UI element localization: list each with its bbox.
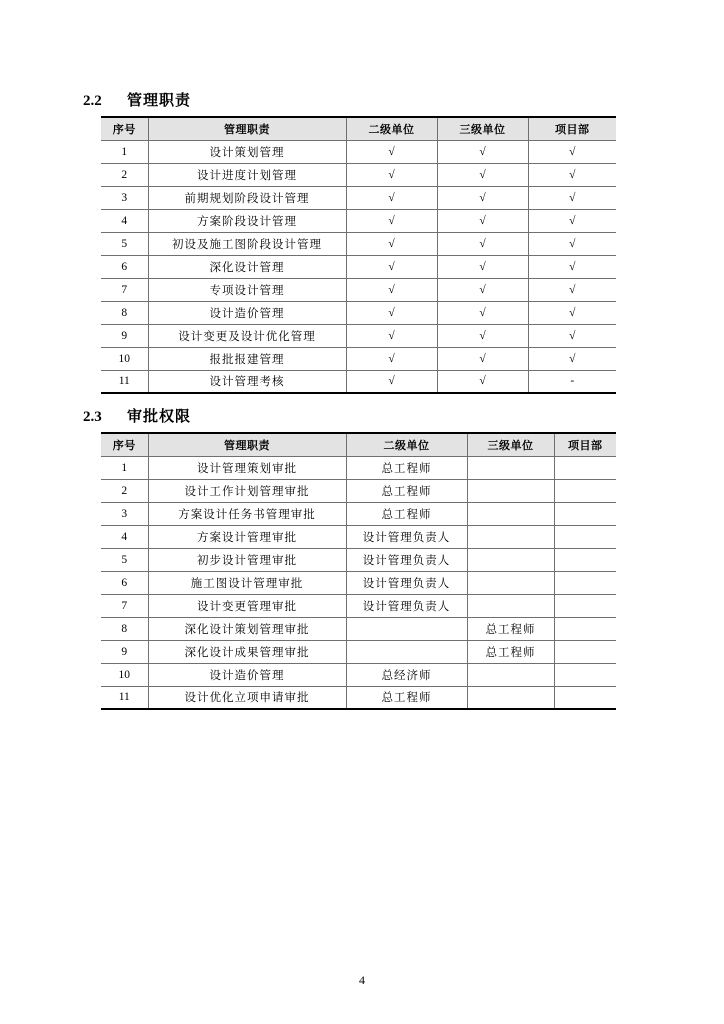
cell-level2: 总工程师 bbox=[346, 479, 467, 502]
cell-duty: 报批报建管理 bbox=[148, 347, 346, 370]
header-level3: 三级单位 bbox=[467, 433, 554, 456]
cell-duty: 设计造价管理 bbox=[148, 663, 346, 686]
cell-level3: √ bbox=[437, 347, 528, 370]
cell-project: √ bbox=[528, 186, 616, 209]
cell-index: 6 bbox=[101, 255, 148, 278]
table-header-row bbox=[101, 117, 616, 140]
cell-project bbox=[554, 617, 616, 640]
cell-level3: √ bbox=[437, 163, 528, 186]
cell-project bbox=[554, 525, 616, 548]
cell-index: 8 bbox=[101, 617, 148, 640]
cell-index: 1 bbox=[101, 456, 148, 479]
table-header-row bbox=[101, 433, 616, 456]
cell-level3 bbox=[467, 479, 554, 502]
cell-level3 bbox=[467, 502, 554, 525]
cell-level2: √ bbox=[346, 301, 437, 324]
cell-duty: 初步设计管理审批 bbox=[148, 548, 346, 571]
cell-index: 5 bbox=[101, 232, 148, 255]
cell-project: √ bbox=[528, 232, 616, 255]
table-row bbox=[101, 640, 616, 663]
cell-level3 bbox=[467, 686, 554, 709]
cell-level3 bbox=[467, 525, 554, 548]
table-row bbox=[101, 255, 616, 278]
table-row bbox=[101, 347, 616, 370]
cell-index: 8 bbox=[101, 301, 148, 324]
cell-level2: 总工程师 bbox=[346, 456, 467, 479]
table-row bbox=[101, 571, 616, 594]
cell-level3: √ bbox=[437, 232, 528, 255]
cell-project: √ bbox=[528, 163, 616, 186]
cell-duty: 方案设计任务书管理审批 bbox=[148, 502, 346, 525]
cell-level2: √ bbox=[346, 209, 437, 232]
cell-level3: √ bbox=[437, 186, 528, 209]
cell-duty: 设计变更管理审批 bbox=[148, 594, 346, 617]
cell-level2: √ bbox=[346, 163, 437, 186]
cell-level2: √ bbox=[346, 347, 437, 370]
cell-level3: √ bbox=[437, 324, 528, 347]
cell-index: 3 bbox=[101, 186, 148, 209]
cell-level2: √ bbox=[346, 370, 437, 393]
cell-index: 7 bbox=[101, 278, 148, 301]
cell-index: 4 bbox=[101, 209, 148, 232]
cell-level2: 总经济师 bbox=[346, 663, 467, 686]
table-row bbox=[101, 370, 616, 393]
cell-level3 bbox=[467, 663, 554, 686]
table-row bbox=[101, 301, 616, 324]
cell-duty: 设计工作计划管理审批 bbox=[148, 479, 346, 502]
cell-project: √ bbox=[528, 301, 616, 324]
section-title: 审批权限 bbox=[127, 409, 192, 425]
cell-project: - bbox=[528, 370, 616, 393]
cell-duty: 设计管理考核 bbox=[148, 370, 346, 393]
table-row bbox=[101, 525, 616, 548]
cell-project: √ bbox=[528, 324, 616, 347]
cell-level2: √ bbox=[346, 255, 437, 278]
table-row bbox=[101, 209, 616, 232]
cell-level2: 设计管理负责人 bbox=[346, 571, 467, 594]
cell-project bbox=[554, 456, 616, 479]
cell-level2: √ bbox=[346, 186, 437, 209]
cell-project bbox=[554, 502, 616, 525]
header-project: 项目部 bbox=[554, 433, 616, 456]
cell-project: √ bbox=[528, 347, 616, 370]
cell-project: √ bbox=[528, 140, 616, 163]
responsibility-table bbox=[101, 116, 616, 394]
cell-duty: 深化设计管理 bbox=[148, 255, 346, 278]
cell-index: 11 bbox=[101, 370, 148, 393]
cell-index: 9 bbox=[101, 324, 148, 347]
table-row bbox=[101, 278, 616, 301]
header-level3: 三级单位 bbox=[437, 117, 528, 140]
cell-level2: √ bbox=[346, 324, 437, 347]
section-heading-2-2 bbox=[83, 89, 191, 110]
cell-index: 6 bbox=[101, 571, 148, 594]
cell-duty: 专项设计管理 bbox=[148, 278, 346, 301]
header-level2: 二级单位 bbox=[346, 433, 467, 456]
section-title: 管理职责 bbox=[127, 93, 192, 109]
cell-project: √ bbox=[528, 278, 616, 301]
cell-level3 bbox=[467, 456, 554, 479]
table-row bbox=[101, 548, 616, 571]
section-heading-2-3 bbox=[83, 405, 191, 426]
cell-level2: √ bbox=[346, 140, 437, 163]
cell-index: 10 bbox=[101, 663, 148, 686]
table-row bbox=[101, 232, 616, 255]
cell-level2: 设计管理负责人 bbox=[346, 525, 467, 548]
cell-level2: 设计管理负责人 bbox=[346, 548, 467, 571]
cell-project: √ bbox=[528, 209, 616, 232]
table-row bbox=[101, 186, 616, 209]
table-row bbox=[101, 324, 616, 347]
page-number: 4 bbox=[359, 973, 365, 987]
cell-index: 11 bbox=[101, 686, 148, 709]
cell-duty: 设计造价管理 bbox=[148, 301, 346, 324]
cell-index: 10 bbox=[101, 347, 148, 370]
cell-level2: √ bbox=[346, 278, 437, 301]
table-row bbox=[101, 140, 616, 163]
table-row bbox=[101, 456, 616, 479]
header-index: 序号 bbox=[101, 433, 148, 456]
cell-duty: 方案设计管理审批 bbox=[148, 525, 346, 548]
cell-level2 bbox=[346, 640, 467, 663]
cell-index: 2 bbox=[101, 163, 148, 186]
cell-index: 7 bbox=[101, 594, 148, 617]
cell-project bbox=[554, 594, 616, 617]
cell-level3: √ bbox=[437, 278, 528, 301]
table-row bbox=[101, 594, 616, 617]
cell-level3: √ bbox=[437, 370, 528, 393]
cell-level3: √ bbox=[437, 301, 528, 324]
cell-level3: √ bbox=[437, 209, 528, 232]
cell-duty: 设计优化立项申请审批 bbox=[148, 686, 346, 709]
cell-level2: 设计管理负责人 bbox=[346, 594, 467, 617]
table-row bbox=[101, 502, 616, 525]
cell-project bbox=[554, 571, 616, 594]
cell-level3: 总工程师 bbox=[467, 640, 554, 663]
section-number: 2.3 bbox=[83, 409, 102, 425]
cell-index: 9 bbox=[101, 640, 148, 663]
header-level2: 二级单位 bbox=[346, 117, 437, 140]
cell-duty: 深化设计成果管理审批 bbox=[148, 640, 346, 663]
cell-level2: 总工程师 bbox=[346, 686, 467, 709]
cell-project bbox=[554, 686, 616, 709]
cell-duty: 设计管理策划审批 bbox=[148, 456, 346, 479]
cell-level2 bbox=[346, 617, 467, 640]
cell-duty: 初设及施工图阶段设计管理 bbox=[148, 232, 346, 255]
table-row bbox=[101, 163, 616, 186]
table-row bbox=[101, 686, 616, 709]
cell-index: 1 bbox=[101, 140, 148, 163]
cell-level3: √ bbox=[437, 255, 528, 278]
header-duty: 管理职责 bbox=[148, 117, 346, 140]
cell-level3 bbox=[467, 571, 554, 594]
cell-duty: 设计进度计划管理 bbox=[148, 163, 346, 186]
cell-level2: √ bbox=[346, 232, 437, 255]
cell-level2: 总工程师 bbox=[346, 502, 467, 525]
cell-project bbox=[554, 640, 616, 663]
cell-project bbox=[554, 548, 616, 571]
cell-level3: 总工程师 bbox=[467, 617, 554, 640]
cell-duty: 设计策划管理 bbox=[148, 140, 346, 163]
header-duty: 管理职责 bbox=[148, 433, 346, 456]
header-index: 序号 bbox=[101, 117, 148, 140]
cell-index: 3 bbox=[101, 502, 148, 525]
table-row bbox=[101, 617, 616, 640]
approval-table bbox=[101, 432, 616, 710]
cell-duty: 前期规划阶段设计管理 bbox=[148, 186, 346, 209]
cell-index: 5 bbox=[101, 548, 148, 571]
cell-duty: 施工图设计管理审批 bbox=[148, 571, 346, 594]
section-number: 2.2 bbox=[83, 93, 102, 109]
header-project: 项目部 bbox=[528, 117, 616, 140]
cell-level3 bbox=[467, 594, 554, 617]
table-row bbox=[101, 479, 616, 502]
cell-project: √ bbox=[528, 255, 616, 278]
table-row bbox=[101, 663, 616, 686]
cell-level3: √ bbox=[437, 140, 528, 163]
cell-index: 2 bbox=[101, 479, 148, 502]
cell-level3 bbox=[467, 548, 554, 571]
cell-duty: 方案阶段设计管理 bbox=[148, 209, 346, 232]
cell-project bbox=[554, 479, 616, 502]
cell-project bbox=[554, 663, 616, 686]
cell-index: 4 bbox=[101, 525, 148, 548]
cell-duty: 设计变更及设计优化管理 bbox=[148, 324, 346, 347]
cell-duty: 深化设计策划管理审批 bbox=[148, 617, 346, 640]
